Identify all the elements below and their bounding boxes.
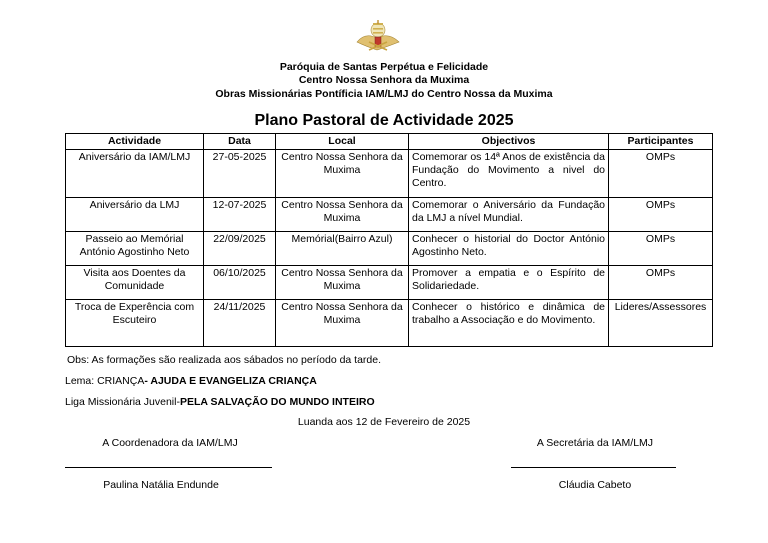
cell-actividade: Passeio ao Memórial António Agostinho Neto (66, 232, 204, 266)
liga-line (65, 396, 375, 408)
table-row (66, 266, 713, 300)
cell-participantes: OMPs (609, 266, 713, 300)
cell-actividade: Aniversário da IAM/LMJ (66, 150, 204, 198)
table-row (66, 150, 713, 198)
left-signature-line (65, 467, 272, 468)
liga-bold: PELA SALVAÇÃO DO MUNDO INTEIRO (179, 396, 375, 408)
lema-line (65, 375, 317, 387)
cell-local: Memórial(Bairro Azul) (276, 232, 409, 266)
column-header-participantes: Participantes (609, 134, 713, 150)
activity-table (65, 133, 713, 347)
right-signature-name: Cláudia Cabeto (558, 479, 632, 491)
table-header-row (66, 134, 713, 150)
column-header-actividade: Actividade (66, 134, 204, 150)
right-signature-line (511, 467, 676, 468)
cell-objectivos: Comemorar os 14ª Anos de existência da Fundação do Movimento a nivel do Centro. (409, 150, 609, 198)
table-row (66, 198, 713, 232)
lema-bold: - AJUDA E EVANGELIZA CRIANÇA (144, 375, 317, 387)
cell-actividade: Aniversário da LMJ (66, 198, 204, 232)
table-row (66, 300, 713, 347)
cell-participantes: OMPs (609, 150, 713, 198)
cell-local: Centro Nossa Senhora da Muxima (276, 300, 409, 347)
column-header-objectivos: Objectivos (409, 134, 609, 150)
column-header-local: Local (276, 134, 409, 150)
cell-participantes: OMPs (609, 232, 713, 266)
cell-actividade: Visita aos Doentes da Comunidade (66, 266, 204, 300)
cell-data: 24/11/2025 (204, 300, 276, 347)
cell-participantes: Lideres/Assessores (609, 300, 713, 347)
cell-data: 22/09/2025 (204, 232, 276, 266)
date-line: Luanda aos 12 de Fevereiro de 2025 (297, 416, 471, 428)
obs-note: Obs: As formações são realizada aos sábados no período da tarde. (67, 354, 382, 366)
cell-data: 12-07-2025 (204, 198, 276, 232)
cell-objectivos: Conhecer o historial do Doctor António Agostinho Neto. (409, 232, 609, 266)
page-title: Plano Pastoral de Actividade 2025 (254, 112, 514, 129)
cell-data: 06/10/2025 (204, 266, 276, 300)
parish-name: Paróquia de Santas Perpétua e Felicidade (279, 61, 489, 73)
cell-participantes: OMPs (609, 198, 713, 232)
cell-data: 27-05-2025 (204, 150, 276, 198)
center-name: Centro Nossa Senhora da Muxima (298, 74, 470, 86)
right-signature-role: A Secretária da IAM/LMJ (536, 437, 654, 449)
left-signature-name: Paulina Natália Endunde (103, 479, 219, 491)
cell-actividade: Troca de Experência com Escuteiro (66, 300, 204, 347)
organization-name: Obras Missionárias Pontíficia IAM/LMJ do Centro Nossa da Muxima (215, 88, 553, 100)
column-header-data: Data (204, 134, 276, 150)
cell-objectivos: Comemorar o Aniversário da Fundação da LMJ a nível Mundial. (409, 198, 609, 232)
cell-local: Centro Nossa Senhora da Muxima (276, 198, 409, 232)
liga-prefix: Liga Missionária Juvenil- (65, 396, 180, 408)
cell-objectivos: Promover a empatia e o Espírito de Solidariedade. (409, 266, 609, 300)
cell-objectivos: Conhecer o histórico e dinâmica de trabalho a Associação e do Movimento. (409, 300, 609, 347)
cell-local: Centro Nossa Senhora da Muxima (276, 266, 409, 300)
lema-prefix: Lema: CRIANÇA (65, 375, 145, 387)
left-signature-role: A Coordenadora da IAM/LMJ (102, 437, 238, 449)
papal-emblem-icon (355, 20, 401, 54)
cell-local: Centro Nossa Senhora da Muxima (276, 150, 409, 198)
table-row (66, 232, 713, 266)
